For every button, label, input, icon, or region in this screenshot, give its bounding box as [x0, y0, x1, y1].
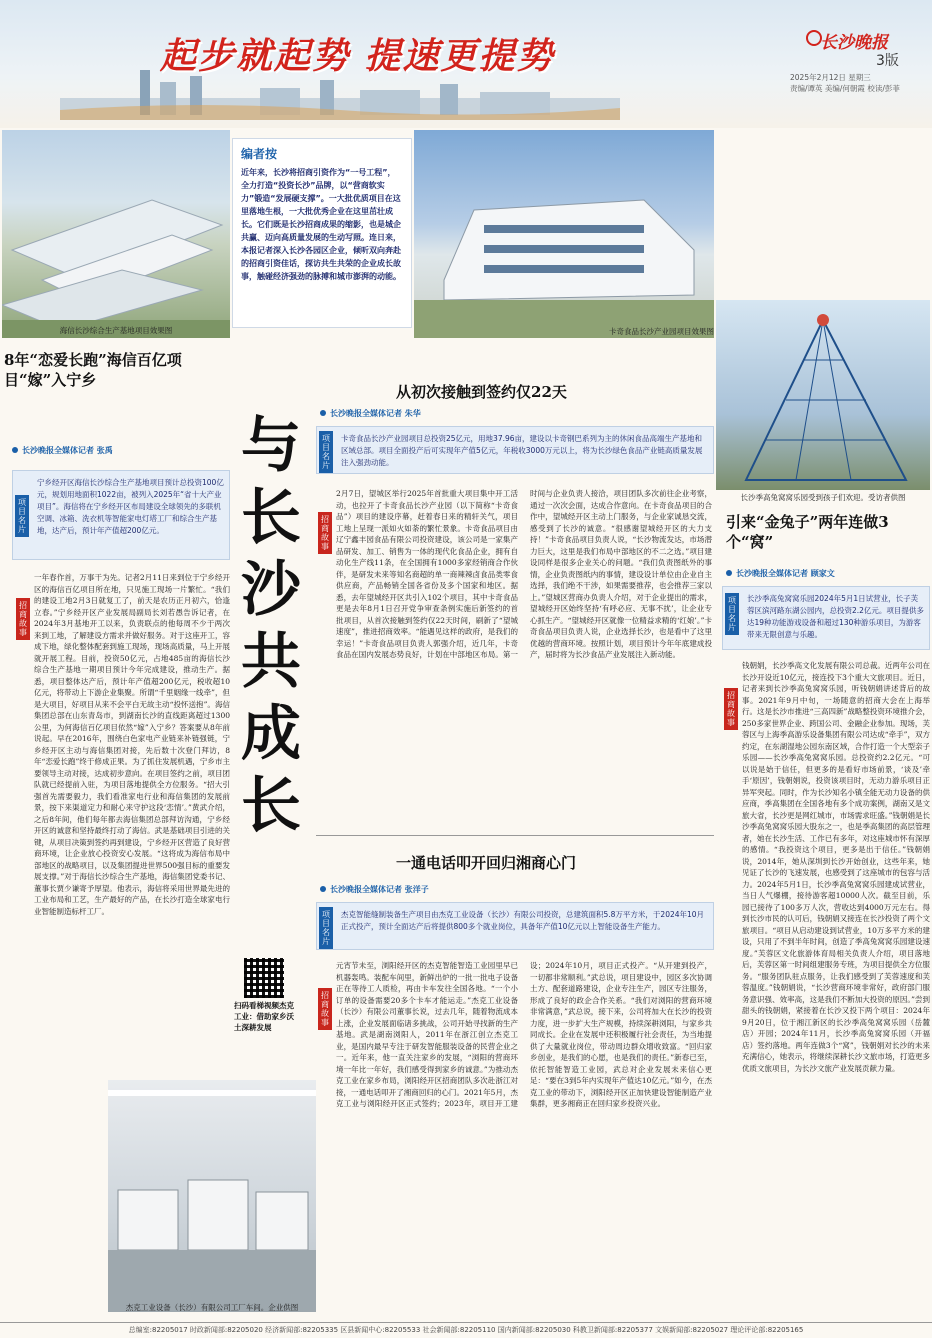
footer-phone-directory: 总编室:82205017 时政新闻部:82205020 经济新闻部:82205335 区县新闻中心:82205533 社会新闻部:82205110 国内新闻部:82205030 科教卫新闻部:82205377 文娱新闻部:82205027 理论评论部:82205165: [0, 1322, 932, 1338]
byline-bullet-icon: [320, 410, 326, 416]
article4-card-text: 长沙季高兔窝窝乐园2024年5月1日试营业，长子芙蓉区滨河路东湖公园内，总投资2.2亿元。项目提供多达19种功能游戏设备和超过130种游乐项目，为游客带来无限创意与乐趣。: [747, 594, 924, 639]
article1-story-tag: 招商故事: [16, 598, 30, 640]
masthead-banner: [0, 0, 932, 128]
article4-byline: [726, 568, 835, 579]
banner-slogan: 起步就起势 提速更提势: [160, 36, 555, 77]
byline-bullet-icon: [726, 570, 732, 576]
byline-bullet-icon: [320, 886, 326, 892]
building-rendering-icon: [414, 130, 714, 338]
jack-factory-photo: [108, 1080, 316, 1312]
photo-caption-rabbit-park: 长沙季高兔窝窝乐园受到孩子们欢迎。受访者供图: [740, 493, 906, 502]
article2-byline: [320, 408, 421, 419]
article2-byline-text: 长沙晚报全媒体记者 朱华: [330, 409, 421, 418]
rabbit-park-photo: [716, 300, 930, 490]
photo-caption-jack: 杰克工业设备（长沙）有限公司工厂车间。企业供图: [125, 1303, 299, 1312]
factory-workshop-icon: [108, 1080, 316, 1312]
kaqi-park-rendering: [414, 130, 714, 338]
haixin-base-rendering: [2, 130, 230, 338]
section-divider: [316, 835, 714, 836]
issue-date: 2025年2月12日 星期三: [790, 73, 871, 82]
photo-caption-haixin: 海信长沙综合生产基地项目效果图: [59, 326, 173, 335]
newspaper-name: 长沙晚报: [820, 33, 888, 53]
editor-credits: 责编/谭英 美编/何朝霞 校读/彭菲: [790, 84, 900, 93]
photo-caption-kaqi: 卡奇食品长沙产业园项目效果图: [609, 327, 714, 336]
article4-byline-text: 长沙晚报全媒体记者 顾家文: [736, 569, 835, 578]
article4-body: 钱朝娟，长沙季高文化发展有限公司总裁。近两年公司在长沙开设近10亿元，接连投下3个重大文旅项目。近日，记者来到长沙季高兔窝窝乐园，听钱朝娟讲述背后的故事。2021年9月中旬，一场随意的招商大会在上海举行。这是长沙市推进“三高四新”战略整投资环境推介会，250多家世界企业、跨国公司、金融企业参加。现场，芙蓉区与上海季高游乐设备集团有限公司达成“牵手”，双方约定，在东湖湿地公园东南区域，合作打造一个大型亲子乐园——长沙季高兔窝窝乐园。总投资约2.2亿元。“可以说是始于信任，但更多的是看好市场前景，‘谈及’牵手‘原因’，钱朝娟说，投资该项目时，无动力游乐项目正异军突起。同时，作为长沙知名小镇全能无动力设备的供应商，季高集团在全国各地有多个成功案例，湖南又是文旅大省，长沙更是网红城市，市场需求旺盛。”钱朝娟是长沙季高兔窝窝乐园大股东之一，也是季高集团的高层管理者，她在长沙生活、工作已有多年，对这座城市怀有深厚的感情。“我投资这个项目，更多是出于信任。”钱朝娟说，2014年，她从深圳到长沙开始创业，这些年来，她见证了长沙的飞速发展，也感受到了这座城市的包容与活力。2024年5月1日，长沙季高兔窝窝乐园建成试营业，当日人气爆棚，接待游客超10000人次。截至目前，乐园已接待了100多万人次，营收达到4000万元左右。得到长沙市民的认可后，钱朝娟又接连在长沙投资了两个文旅项目。“项目从启动建设到试营业，10万多平方米的建设，只用了不到半年时间，创造了季高兔窝窝乐园建设速度。”芙蓉区文化旅游体育局相关负责人介绍，项目落地后，芙蓉区第一时间组建服务专班，为项目提供全方位服务。“服务团队驻点服务，让我们感受到了芙蓉速度和芙蓉温度。”钱朝娟说，“长沙营商环境非常好，政府部门服务意识强、效率高，这是我们不断加大投资的原因。”尝到甜头的钱朝娟，紧接着在长沙又投下两个项目：2024年9月20日，位于湘江新区的长沙季高兔窝窝乐园（岳麓店）开园；2024年11月，长沙季高兔窝窝乐园（开福店）签约落地。两年连做3个“窝”，钱朝娟对长沙的未来充满信心，她表示，将继续深耕长沙文旅市场，打造更多优质文旅项目，为长沙文旅产业发展贡献力量。: [742, 661, 930, 1073]
article3-byline: [320, 884, 429, 895]
article3-body: 元宵节未至，浏阳经开区的杰克智能智造工业园里早已机器轰鸣。装配车间里，新鲜出炉的一批一批电子设备正在等待工人质检，再由卡车发往全国各地。“一个小订单的设备需要20多个卡车才能运走。”杰克工业设备（长沙）有限公司董事长说，过去几年，随着物流成本上涨，企业发展面临诸多挑战，公司开始寻找新的生产基地。武是湖南浏阳人，2011年在浙江创立杰克工业，是国内最早专注于研发智能服装设备的民营企业之一。近年来，他一直关注家乡的发展，“浏阳的营商环境一年比一年好，我们感受得到家乡的诚意。”为推动杰克工业在家乡布局，浏阳经开区招商团队多次赴浙江对接，一通电话叩开了湘商回归的心门。2021年5月，杰克工业与浏阳经开区正式签约；2023年，项目开工建设；2024年10月，项目正式投产。“从开建到投产，一切都非常顺利。”武总说，项目建设中，园区多次协调土方、配套道路建设，企业专注生产，园区专注服务，形成了良好的政企合作关系。“我们对浏阳的营商环境非常满意，”武总说，接下来，公司将加大在长沙的投资力度，进一步扩大生产规模，持续深耕浏阳，与家乡共同成长。企业在发展中还积极履行社会责任，为当地提供了大量就业岗位，带动周边群众增收致富。“回归家乡创业，是我们的心愿，也是我们的责任。”新春已至，依托智能智造工业园，武总对企业发展未来信心更足：“要在3到5年内实现年产值达10亿元。”如今，在杰克工业的带动下，浏阳经开区正加快建设智能制造产业集群，更多湘商正在回归家乡投资兴业。: [336, 961, 712, 1108]
editor-note-body: 近年来，长沙将招商引资作为“一号工程”，全力打造“投资长沙”品牌，以“营商软实力”锻造“发展硬支撑”。一大批优质项目在这里落地生根，一大批优秀企业在这里茁壮成长。它们既是长沙招商成果的缩影，也是城企共赢、迈向高质量发展的生动写照。连日来，本报记者深入长沙各园区企业，倾听双向奔赴的招商引资佳话，探访共生共荣的企业成长故事，触碰经济强劲的脉搏和城市澎湃的动能。: [241, 168, 401, 281]
article1-project-card: [12, 470, 230, 560]
article4-card-tag: 项目名片: [725, 593, 739, 635]
article1-headline: 8年“恋爱长跑”海信百亿项目“嫁”入宁乡: [4, 351, 182, 389]
article4-story-tag: 招商故事: [724, 688, 738, 730]
article2-card-text: 卡奇食品长沙产业园项目总投资25亿元，用地37.96亩，建设以卡奇钢巴系列为主的休闲食品高端生产基地和区域总部。项目全面投产后可实现年产值5亿元，年税收3000万元以上，将为长沙绿色食品产业链高质量发展注入强劲动能。: [341, 434, 703, 467]
article3-byline-text: 长沙晚报全媒体记者 张洋子: [330, 885, 429, 894]
climbing-net-icon: [716, 300, 930, 490]
qr-label: 扫码看梯视频杰克工业：借助家乡沃土深耕发展: [234, 1001, 294, 1032]
editor-note-title: 编者按: [241, 147, 278, 161]
article1-byline: [12, 445, 113, 456]
article2-body: 2月7日，望城区举行2025年首批重大项目集中开工活动，也拉开了卡奇食品长沙产业园（以下简称“卡奇食品”）项目的建设序幕，赶着春日来的精轩关气，项目工地上呈现一派如火如荼的繁忙景象。卡奇食品项目由辽宁鑫丰园食品有限公司投资建设，该公司是一家集产品研发、加工、销售为一体的现代化食品企业，拥有自动化生产线11条，在全国拥有1000多家经销商合作伙伴，是研发未来等知名商超的单一商辣辣卤食品类零食供应商，产品畅销全国各省份及多个国家和地区。据悉，去年望城经开区共引入102个项目，其中卡奇食品更是去年8月1日召开党争审查条例实施后新签约的首批项目，从首次接触到签约仅22天时间，刷新了“望城速度”，推进招商效率。“能遇见这样的政府，是我们的幸运！”卡奇食品项目负责人郭强介绍，近几年，卡奇食品在国内发展态势良好，计划在中部地区布局。第一时间与企业负责人接洽，项目团队多次前往企业考察，通过一次次会面，达成合作意向。在卡奇食品项目的合作中，望城经开区主动上门服务，与企业家诚恳交流，感受到了长沙的诚意。“很感谢望城经开区的大力支持！”卡奇食品项目负责人说，“长沙物流发达，市场潜力巨大，这里是我们布局中部地区的不二之选。”项目建设同样是很多企业关心的问题。“我们负责图纸外的事情，企业负责图纸内的事情，建设设计单位由企业自主选择，我们绝不干涉，如果需要推荐，也会推荐三家以上。”望城区营商办负责人介绍，对于企业提出的需求，望城经开区始终坚持‘有呼必应、无事不扰’，让企业专心抓生产。“望城经开区就像一位精益求精的‘红娘’。”卡奇食品项目负责人说，企业选择长沙，也是看中了这里优越的营商环境。按照计划，项目预计今年年底建成投产，届时将为长沙食品产业发展注入新动能。: [336, 489, 712, 659]
article1-card-text: 宁乡经开区海信长沙综合生产基地项目预计总投资100亿元，规划用地面积1022亩，被列入2025年“省十大产业项目”。海信将在宁乡经开区布局建设全球领先的多联机空调、冰箱、洗衣机等智能家电灯塔工厂和综合生产基地，达产后，预计年产值超200亿元。: [37, 478, 224, 535]
page-number: 3版: [876, 53, 899, 69]
center-vertical-title: 与长沙共成长: [241, 411, 301, 841]
article4-headline: 引来“金兔子”两年连做3个“窝”: [726, 513, 889, 551]
editor-note-box: [232, 138, 412, 328]
article3-card-text: 杰克智能缝制装备生产项目由杰克工业设备（长沙）有限公司投资，总建筑面积5.8万平方米，于2024年10月正式投产，预计全面达产后将提供800多个就业岗位，具备年产值10亿元以上智能设备生产能力。: [341, 910, 705, 931]
article4-project-card: [722, 586, 930, 650]
article2-card-tag: 项目名片: [319, 431, 333, 473]
article3-headline: 一通电话叩开回归湘商心门: [396, 854, 577, 872]
article3-card-tag: 项目名片: [319, 907, 333, 949]
article1-card-tag: 项目名片: [15, 495, 29, 537]
article3-project-card: [316, 902, 714, 950]
article2-story-tag: 招商故事: [318, 512, 332, 554]
article2-project-card: [316, 426, 714, 474]
article1-byline-text: 长沙晚报全媒体记者 张禹: [22, 446, 113, 455]
byline-bullet-icon: [12, 447, 18, 453]
article3-story-tag: 招商故事: [318, 988, 332, 1030]
factory-rendering-icon: [2, 130, 230, 338]
article1-body: 一年春作首，万事干为先。记者2月11日来到位于宁乡经开区的海信百亿项目所在地，只见施工现场一片繁忙。“我们的建设工地2月3日就复工了，前天是农历正月初六，恰逢立春。”宁乡经开区产业发展局副局长刘若愚告诉记者，在2024年3月基地开工以来，负责联点的他每周不少于两次来到工地，了解建设方需求并做好服务。对于这座开工，容成下地，绿化整体配套到施工现场，现场高质量，马上开展就开展工程。目前，投资50亿元，占地485亩的海信长沙综合生产基地一期项目预计今年完成建设，推动生产。据悉，项目整体达产后，预计年产值超200亿元，税收超10亿元，将带动上下游企业集聚。所谓“千里姻缘一线牵”，但是大项目，好项目从来不会平白无故主动“投怀送抱”。海信集团总部在山东青岛市，到湖南长沙的直线距离超过1300公里，为何海信百亿项目依然“嫁”入宁乡？答案要从8年前说起。早在2016年，围绕白色家电产业链来补链强链，宁乡经开区主动与海信集团对接，先后数十次登门拜访，8年“恋爱长跑”终于修成正果。为了抓住发展机遇，宁乡市主要领导主动对接，达成初步意向。在项目签约之前，项目团队就已经提前入驻，为项目落地提供全方位服务。“招大引强首先需要毅力，我们看准家电行业和海信集团的发展前景，按下来渠道定力和耐心来守护这段‘恋情’。”黄武介绍，之后8年间，他们每年都去海信集团总部拜访沟通，宁乡经开区的诚意和坚持最终打动了海信。武是基础项目引进的关键，从项目决策到签约再到建设，宁乡经开区营造了良好营商环境，让企业放心投资安心发展。“这将成为海信布局中部地区的战略项目，以及集团提进世界500强目标的重要发展支撑。”对于海信长沙综合生产基地，海信集团党委书记、董事长贾少谦寄予厚望。他表示，海信将采用世界最先进的工业布局和工艺，生产最好的产品，在长沙打造全球家电行业智能制造标杆工厂。: [34, 573, 230, 916]
qr-code-icon[interactable]: [244, 958, 284, 998]
article2-headline: 从初次接触到签约仅22天: [396, 383, 567, 401]
